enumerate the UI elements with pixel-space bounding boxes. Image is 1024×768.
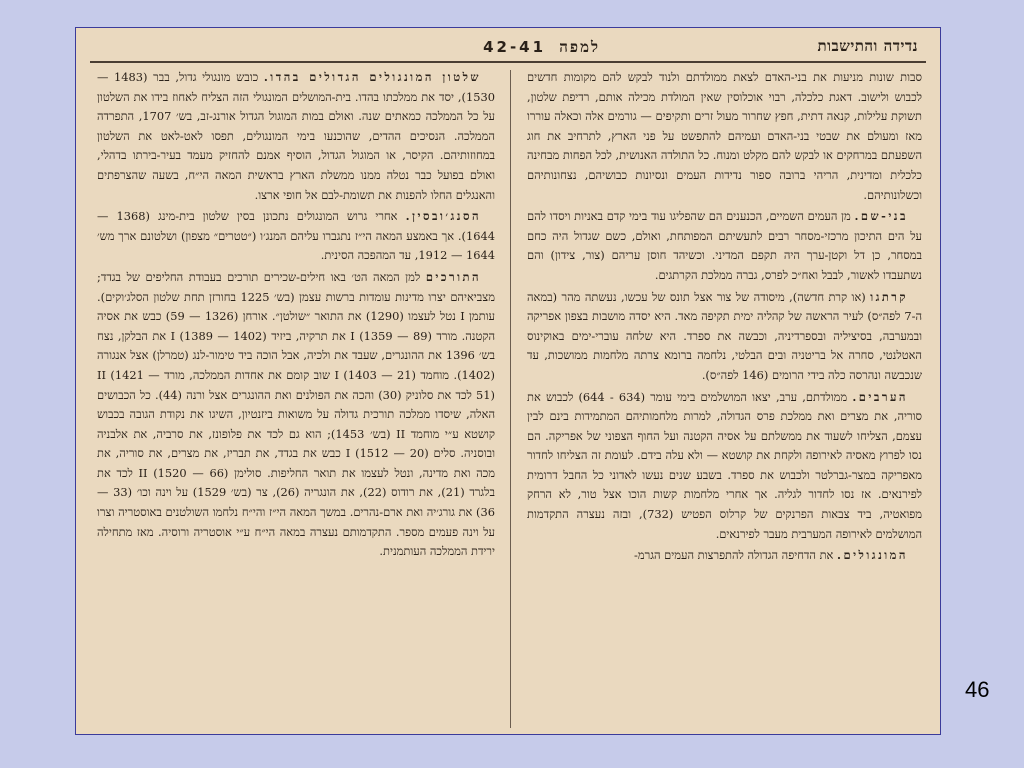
header-rule	[90, 61, 926, 63]
paragraph: שלטון המונגולים הגדולים בהדו. כובש מונגולי גדול, בבר (1483 — 1530), יסד את ממלכתו בהדו. בית-המושלים המונגולי הזה הצליח לאחוז בידו את השלטון על כל הממלכה כמאתים שנה. ואולם במות המוגול הגדול אורנג-זב, בש׳ 1707, התפרדה הממלכה. הנסיכים ההדים, שהוכנעו בימי המונגולים, תפסו לאט-לאט את השלטון במחוזותיהם. הקיסר, או המוגול הגדול, הוסיף אמנם להחזיק מעמד בעיר-בירתו בדהלי, ואולם בפועל כבר נטלה ממנו ממשלת הארץ בראשית המאה הי״ח, בשעה שהצרפתים והאנגלים החלו להפנות את תשומת-לבם אל חופי ארצו.	[97, 70, 495, 202]
paragraph: בני-שם. מן העמים השמיים, הכנענים הם שהפליגו עוד בימי קדם באניות ויסדו להם על הים התיכון מרכזי-מסחר רבים לתעשיתם המפותחת, ואולם, כשם שגדול היה כחם במסחר, כן דל וקטן-ערך היה תקפם המדיני. וכשיהד חוסן עריהם (צור, צידון) והם נשתעבדו לאשור, לבבל ואח״כ לפרס, גברה ממלכת הקרתגים.	[527, 209, 922, 282]
paragraph-lead: קרתגו	[870, 289, 908, 304]
paragraph: המונגולים. את הדחיפה הגדולה להתפרצות העמים הגרמ-	[634, 548, 908, 563]
paragraph-lead: שלטון המונגולים הגדולים בהדו.	[263, 70, 481, 84]
paragraph-lead: המונגולים.	[837, 548, 908, 563]
paragraph: הסנג׳ובסין. אחרי גרוש המונגולים נתכונן בסין שלטון בית-מינג (1368 — 1644). אך באמצע המאה הי״ז נתגברו עליהם המנג׳ו (״טטרים״ מצפון) ושלטונם ארך מש׳ 1644 — 1912, עד המהפכה הסינית.	[97, 209, 495, 263]
right-text-column	[527, 68, 922, 734]
paragraph: סבות שונות מניעות את בני-האדם לצאת ממולדתם ולנוד לבקש להם מקומות חדשים לכבוש ולישוב. דאגת כלכלה, רבוי אוכלוסין שאין המולדת מכילה אותם, רדיפת שלטון, תשוקת עלילות, קנאה דתית, חפץ שחרור מעול זרים ותקיפים — גורמים אלה וכאלה עוררו מאז ומעולם את שבטי בני-האדם ועמיהם להתפשט על פני הארץ, לתרחיב את חוג השפעתם במרחקים או לבקש להם מקלט ומנוח. כל התולדה האנושית, לכל הפחות מבחינה כלכלית ומדינית, הריהי ברובה ספור נדידות העמים ונסיונות כבושיהם, נצחונותיהם וכשלונותיהם.	[527, 70, 922, 202]
paragraph-lead: בני-שם.	[854, 209, 908, 224]
paragraph: קרתגו (או קרת חדשה), מיסודה של צור אצל תונס של עכשו, נעשתה מהר (במאה ה-7 לפה״ס) לעיר הראשה של קהליה ימית תקיפה מאד. היא יסדה מושבות בצפון אפריקה ובמערבה, בסיציליה ובספרדיניה, וכבשה את ספרד. היא שלחה עוברי-ימים באוקינוס האטלנטי, סחרה אל בריטניה ובים הבלטי, נלחמה ברומא צרתה מלחמות ממושכות, עד שנכבשה ונהרסה כלה בידי הרומים (146 לפה״ס).	[527, 289, 922, 382]
page-header	[76, 28, 940, 66]
column-divider	[510, 70, 511, 728]
paragraph: הערבים. ממולדתם, ערב, יצאו המושלמים בימי עומר (634 - 644) לכבוש את סוריה, את מצרים ואת ממלכת פרס הגדולה, למרות מלחמותיהם המתמידות בינם לבין עצמם, הצליחו לשעוד את ממשלתם על אסיה הקטנה ועל החוף הצפוני של אפריקה. הם נסו לפרוץ מאסיה לאירופה ולקחת את קושטא — ולא עלה בידם. לעומת זה הצליחו לחדור מאפריקה במצר-גברלטר ולכבוש את ספרד. בשבע שנים נעשו לאדוני כל החבל דרומית לפירנאים. אז נסו לחדור לגליה. אך אחרי מלחמות קשות הוכו אצל טור, לא הרחק מפואטיה, ביד צבאות הפרנקים של קרלוס הפטיש (732), ובזה נעצרה התקדמות המושלמים לאירופה המערבית מעבר לפירנאים.	[527, 389, 922, 541]
page-numbers: 42-41	[483, 38, 547, 56]
page-reference	[483, 38, 600, 57]
slide-number: 46	[965, 677, 990, 702]
scanned-book-page	[75, 27, 941, 735]
paragraph-lead: הערבים.	[852, 389, 908, 404]
paragraph-lead: הסנג׳ובסין.	[405, 209, 481, 224]
paragraph: התורכים למן המאה הט׳ באו חילים-שכירים תורכים בעבודת החליפים של בגדד; מצביאיהם יצרו מדינות עומדות ברשות עצמן (בש׳ 1225 בחורזן תחת שלטון הסלג׳וקים). עותמן I נטל לעצמו (1290) את התואר ״שולטן״. אורחן (1326 — 59) כבש את אסיה הקטנה. מורד I (1359 — 89) את תרקיה, ביזיד I (1389 — 1402) את הבלקן, נצח בש׳ 1396 את ההונגרים, שעבד את ולכיה, אבל הוכה ביד טימור-לנג (טמרלן) אצל אנגורה (1402). מוחמד I (1403 — 21) שוב קומם את אחדות הממלכה, מורד II (1421 — 51) לכד את סלוניק (30) והכה את הפולנים ואת ההונגרים אצל ורנה (44). כל הכבושים האלה, שיסדו ממלכה תורכית גדולה על משואות ביזנטיון, השיגו את נקודת הגובה בכבוש קושטא ע״י מוחמד II (בש׳ 1453); הוא גם לכד את פלופונז, את סרביה, את אלבניה ובוסניה. סלים I (1512 — 20) כבש את בגדד, את תבריז, את מצרים, את סוריה, את מכה ואת מדינה, ונטל לעצמו את תואר החליפות. סולימן II (1520 — 66) לכד את בלגרד (21), את רודוס (22), את הונגריה (26), צר (בש׳ 1529) על וינה וכו׳ (33 — 36) את גורג׳יה ואת ארם-נהרים. במשך המאה הי״ז והי״ח נלחמו השולטנים באוסטריה וצרו על וינה פעמים מספר. התקדמותם נעצרה במאה הי״ח ע״י אוסטריה ורוסיה. מאז מתחילה ירידת הממלכה העותמנית.	[97, 269, 495, 559]
section-title: נדידה והתישבות	[817, 37, 918, 55]
left-text-column	[97, 68, 495, 734]
paragraph-lead: התורכים	[425, 269, 481, 284]
page-label: למפה	[559, 38, 600, 56]
